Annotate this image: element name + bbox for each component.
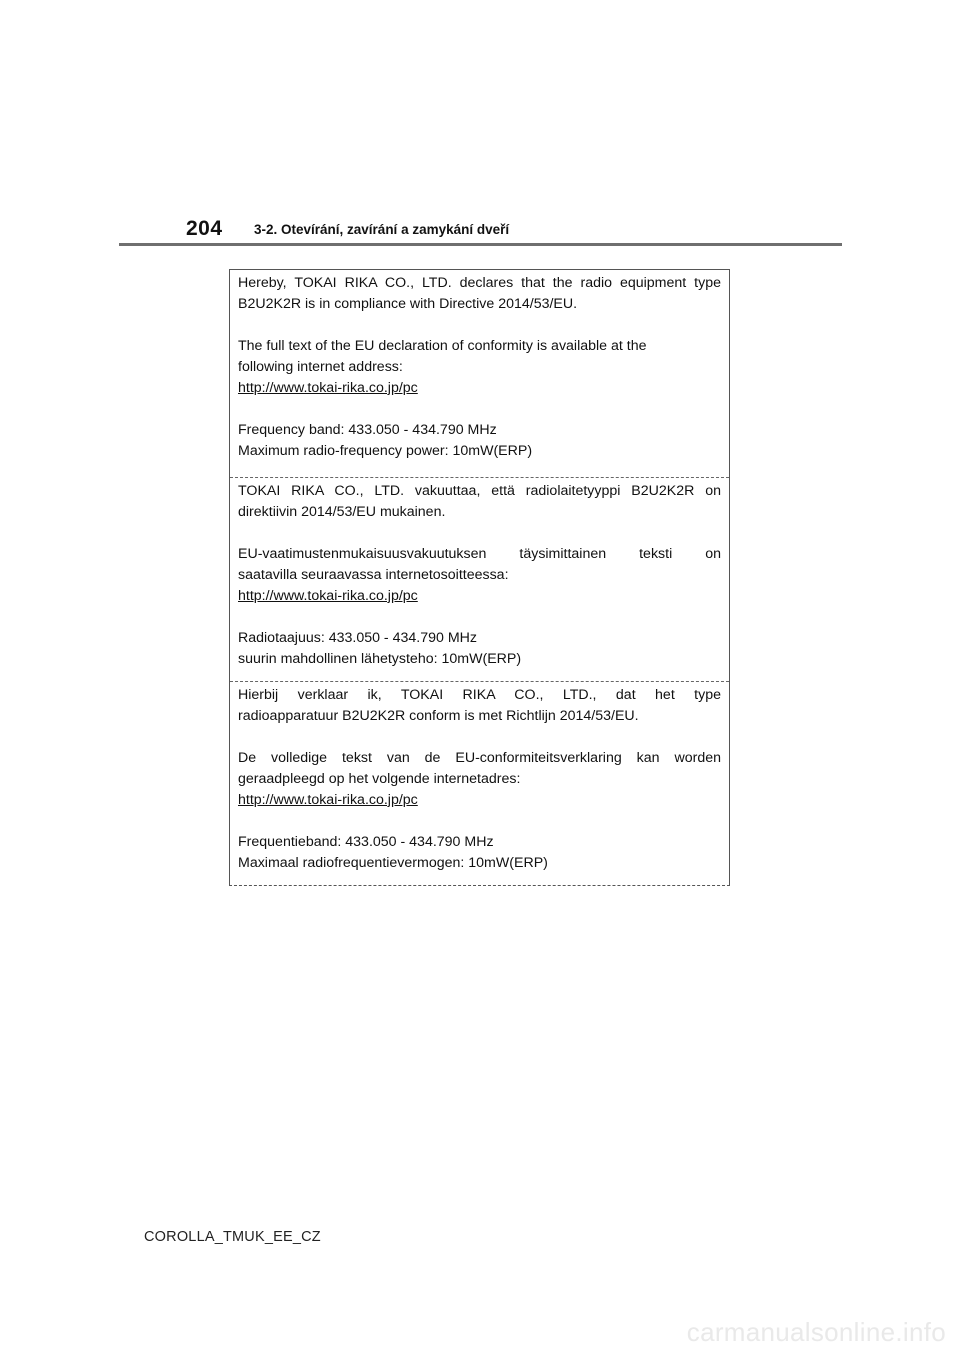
fulltext-line-2: following internet address: — [238, 359, 403, 375]
document-code: COROLLA_TMUK_EE_CZ — [144, 1229, 321, 1245]
page-header — [186, 214, 509, 244]
declaration-url-link[interactable]: http://www.tokai-rika.co.jp/pc — [238, 380, 418, 396]
declaration-dutch — [230, 685, 729, 874]
section-title: 3-2. Otevírání, zavírání a zamykání dveří — [254, 221, 510, 237]
declaration-box — [229, 269, 730, 886]
page-number: 204 — [186, 217, 223, 240]
declaration-english — [230, 273, 729, 462]
fulltext-line-2: saatavilla seuraavassa internetosoitteessa: — [238, 567, 509, 583]
fulltext-line-1: De volledige tekst van de EU-conformiteitsverklaring kan worden — [238, 750, 721, 766]
statement-line-1: Hereby, TOKAI RIKA CO., LTD. declares that the radio equipment type — [238, 275, 721, 291]
declaration-url-link[interactable]: http://www.tokai-rika.co.jp/pc — [238, 588, 418, 604]
max-power: Maximum radio-frequency power: 10mW(ERP) — [238, 443, 533, 459]
frequency-band: Frequency band: 433.050 - 434.790 MHz — [238, 422, 497, 438]
declaration-finnish — [230, 481, 729, 670]
statement-line-2: radioapparatuur B2U2K2R conform is met Richtlijn 2014/53/EU. — [238, 708, 639, 724]
header-rule — [119, 243, 842, 246]
section-divider — [230, 477, 729, 478]
max-power: Maximaal radiofrequentievermogen: 10mW(ERP) — [238, 855, 548, 871]
statement-line-2: B2U2K2R is in compliance with Directive 2014/53/EU. — [238, 296, 578, 312]
statement-line-1: TOKAI RIKA CO., LTD. vakuuttaa, että radiolaitetyyppi B2U2K2R on — [238, 483, 721, 499]
section-divider — [230, 681, 729, 682]
fulltext-line-2: geraadpleegd op het volgende internetadres: — [238, 771, 521, 787]
fulltext-line-1: The full text of the EU declaration of conformity is available at the — [238, 338, 647, 354]
frequency-band: Frequentieband: 433.050 - 434.790 MHz — [238, 834, 494, 850]
statement-line-1: Hierbij verklaar ik, TOKAI RIKA CO., LTD., dat het type — [238, 687, 721, 703]
fulltext-line-1: EU-vaatimustenmukaisuusvakuutuksen täysimittainen teksti on — [238, 546, 721, 562]
declaration-url-link[interactable]: http://www.tokai-rika.co.jp/pc — [238, 792, 418, 808]
max-power: suurin mahdollinen lähetysteho: 10mW(ERP) — [238, 651, 522, 667]
frequency-band: Radiotaajuus: 433.050 - 434.790 MHz — [238, 630, 477, 646]
watermark: carmanualsonline.info — [686, 1317, 946, 1347]
statement-line-2: direktiivin 2014/53/EU mukainen. — [238, 504, 446, 520]
